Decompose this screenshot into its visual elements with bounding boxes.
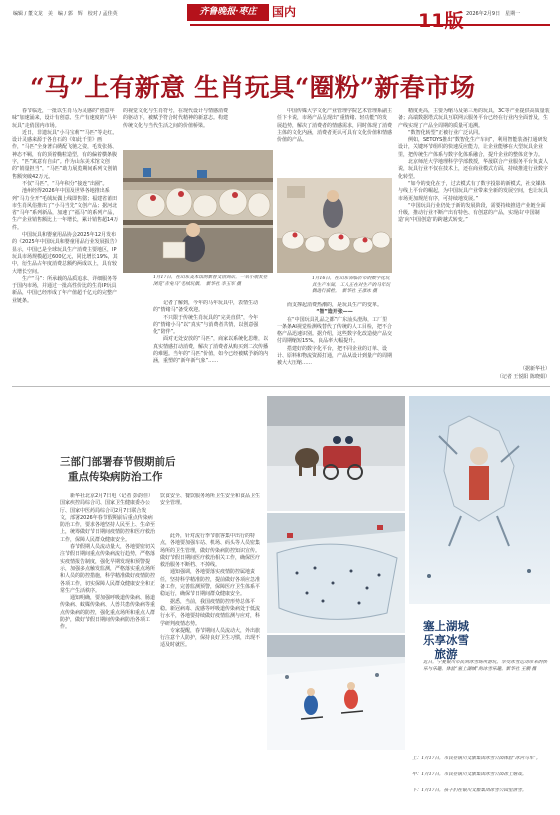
- article-paragraph: 精度更高，主要为缩马及第三角的玩具，3C等产业提供高质量装备；高端数据塔式玩具互联网云服务平台已经在行业内全面普及，生产线实现了产品全周期的质量可追溯。: [398, 108, 550, 129]
- article-paragraph: 搭建好的数字化平台，把不同企业的订单、设计、原料和物流资源打通，产品从设计到量产的周期被大大压缩……: [277, 345, 392, 367]
- article-paragraph: 不仅“马匹”，“马年积分”接连“出圈”。: [22, 180, 108, 187]
- main-article-col1: [12, 108, 119, 372]
- page-number: 11版: [418, 10, 464, 32]
- issue-date: 2026年2月9日 星期一: [466, 11, 521, 17]
- photo-sub-caption: 下：1月17日，孩子们在银川文旅集团冰雪公园里滑雪。: [412, 788, 527, 793]
- photo-ice-rink-aerial-image: [267, 513, 405, 633]
- photo-skiing-kids-image: [267, 635, 405, 750]
- main-headline: “马”上有新意 生肖玩具“圈粉”新春市场: [30, 73, 476, 102]
- article-paragraph: 专家提醒，春节期间人员流动大，外出旅行注意个人防护，保持良好卫生习惯，出现不适及时就医。: [160, 627, 261, 649]
- masthead-logo: 齐鲁晚报·枣庄: [187, 4, 269, 21]
- byline: （据新华社）: [519, 366, 550, 372]
- photo-ice-rink-aerial: [267, 513, 405, 633]
- main-article-col3-bottom: [277, 302, 392, 374]
- article-paragraph: 例如，SETOYS推出“数智化生产车间”，利用智能装备打通研发设计，关键环节组织的快速反应能力，让企业能够在大型玩具企业里，把传统生产体系与数字化体系融合，提升企业的整体竞争力。: [398, 137, 548, 158]
- article-paragraph: 记者了解到，今年的马年玩具中，表情生动的“情绪马”备受欢迎。: [153, 300, 259, 314]
- article-paragraph: “中国玩具行业仍处于新的发展阶段，需要持续推进产业链全面升级，推动行业不断产出有特色、有创意的产品，实现由‘中国制造’向‘中国创造’的跨越式转变。”: [398, 202, 546, 224]
- lower-headline-line2: 重点传染病防治工作: [68, 471, 163, 483]
- article-paragraph: 的视觉文化与生肖符号，在现代设计与情感消费的驱动下，被赋予符合时代精神的新意志。构建传统文化与当代生活之间的价值桥梁。: [123, 108, 229, 129]
- lower-article-col2-top: [160, 493, 263, 533]
- article-paragraph: 北京师范大学地理科学学部教授，华晟联合产业服务平台负责人说，玩具行业不仅在技术上，还在商业模式方面，持续推进行业数字化转型。: [398, 159, 549, 180]
- article-paragraph: 通知明确，要加强呼吸道传染病、肠道传染病、蚊媒传染病、人兽共患传染病等重点传染病的防控，强化重点场所和重点人群防护，做好节假日期间传染病防治各项工作。: [60, 595, 156, 631]
- article-paragraph: “如今的变化在于，过去模式有了数字投影的新模式，社交媒体与线上平台的崛起，为中国玩具产业带来全新的发展空间，也让玩具市场更加规范有序，可持续地发展。”: [398, 180, 549, 202]
- section-divider: [12, 386, 550, 387]
- main-article-col2-top: [123, 108, 229, 148]
- header-rule: [190, 24, 550, 26]
- byline-reporters: （记者 王悦阳 陈晓娟）: [496, 374, 550, 380]
- photo-ice-sculpture: [409, 396, 550, 604]
- photo-story-caption: 近日，宁夏银川市民到冰雪场所游玩，享受冰雪运动带来的快乐与乐趣，体验“塞上湖城”的冰雪乐趣。新华社 王鹏 摄: [423, 660, 548, 672]
- subheading: “智”造开张——: [316, 309, 353, 316]
- section-name: 国内: [272, 5, 297, 19]
- photo-skiing-kids: [267, 635, 405, 750]
- photo-toy-factory-image: [277, 178, 392, 273]
- article-paragraph: 而支撑起消费热潮的，是玩具生产的变革。: [287, 302, 383, 308]
- photo-sub-caption: 中：1月17日，市民在银川文旅集团冰雪公园冰上嬉戏。: [412, 772, 527, 777]
- article-paragraph: 通知强调，各地要落实疫情防控属地责任，坚持科学精准防控，提前做好各项应急准备工作，完善监测预警，保障医疗卫生体系平稳运行，确保节日期间群众健康安全。: [160, 569, 261, 598]
- article-paragraph: 春节临近，一批以生肖马为灵感的“创意年味”加速涌来，设计有创意、生产有速度的“马年玩具”走俏国内市场。: [12, 108, 118, 129]
- article-paragraph: 春节假期人员流动量大，各地要密切关注节假日期间重点传染病流行趋势，严格落实疫情报告制度，强化早期发现和预警提示，加强多点触发监测，严格落实重点场所和人员的防控措施，科学精准做好疫情防控各项工作，切实保障人民群众健康安全和正常生产生活秩序。: [60, 544, 156, 594]
- article-paragraph: 近日，非遗玩具“小马宝莉”“马匹”等走红。设计灵感来源于各自石的《如此千里》画作，“马匹”全身著白绣配飞驰之姿，毛发张扬、神态不羁，有的顶着椭粒造型，有的偏着横条腹字，“匹”寓意有自由”。作为山东美术馆文创的“销量担当”，“马匹”助力展览期间系列文创销售额突破42万元。: [12, 129, 118, 180]
- article-paragraph: 据悉，当前，我国疫情防控形势总体平稳。新冠病毒、流感等呼吸道传染病处于低流行水平，各地要持续做好疫情监测与应对，科学研判疫情态势。: [160, 598, 261, 627]
- lower-article-col1: [60, 493, 156, 807]
- main-article-col3-top: [277, 108, 392, 176]
- article-paragraph: “数智化转型”正被行业广泛认同。: [408, 129, 484, 136]
- article-paragraph: 不只限于传统生肖玩具的“完美直供”，今年的“情绪小马”以“真实”与消费者共情，以创意强化“陪伴”。: [153, 314, 259, 336]
- main-article-col2-bottom: [153, 300, 270, 376]
- article-paragraph: 此外，针对流行季节旅客集中出行的特点，各地要加强车站、机场、码头等人员密集场所的卫生管理，做好传染病防控知识宣传。做好节假日期间医疗救治相关工作，确保医疗救治服务不断档、不掉线。: [160, 533, 261, 569]
- photo-toy-shop: [123, 150, 273, 273]
- article-paragraph: 生产“马”：所承载的品质追求、详细服务等于国内市场，并通过一批高性价比的生肖IP玩具新品，中国已经形成了年产值超千亿元的完整产业链条。: [12, 275, 118, 304]
- editors-line: 编辑 / 董文龙 美 编 / 郭 辉 校对 / 孟佳英: [13, 11, 118, 17]
- lower-headline-line1: 三部门部署春节假期前后: [60, 456, 176, 468]
- photo-caption: 1月16日，在山东省临沂市的数字化玩具生产车间，工人正在对生产的马年玩偶进行质检。 新华社 王彦冰 摄: [312, 276, 391, 295]
- article-paragraph: 面对无处安放的“马匹”，商家以系统化思维，以真实情感打动消费，解决了消费者从购买到二次传播的难题。当年的“马匹”价值，如今已经被赋予新的内涵，重塑的“新年新气象”……: [153, 336, 269, 365]
- article-paragraph: 中国传媒大学文化产业管理学院艺术管理系副主任卞卡说，市场产品呈现出“重情绪、轻功能”的发展趋势，解决了消费者的情感需求，同时体现了消费主体的文化内涵，消费者更认可具有文化价值和情感价值的产品。: [277, 108, 392, 144]
- article-paragraph: 新华社北京2月7日电（记者 彭韵佳）国家疾控局综合司、国家卫生健康委办公厅、国家中医药局综合司2月7日联合发文，部署2026年春节假期前后重点传染病防治工作，要求各地坚持人民至上、生命至上，统筹做好节日期间疫情防控和医疗救治工作，保障人民群众健康安全。: [60, 493, 156, 543]
- photo-ice-carriage-image: [267, 396, 405, 511]
- article-paragraph: 在“中国玩具礼品之都”广东汕头澄海，工厂里一条条AI视觉检测线替代了传统的人工目检，把不合格产品迅速识别。据介绍，这些数字化改造使产品交付周期缩短15%，良品率大幅提升。: [277, 316, 392, 345]
- page-header: [0, 0, 560, 42]
- photo-toy-factory: [277, 178, 392, 273]
- lower-headline: [60, 455, 190, 485]
- article-paragraph: 饮食安全、餐饮服务场所卫生安全和食品卫生安全管理。: [160, 493, 261, 507]
- photo-ice-carriage: [267, 396, 405, 511]
- main-article-col4: [398, 108, 550, 364]
- photo-sub-caption: 上：1月17日，市民在银川文旅集团冰雪公园体验“冰河马车”。: [412, 756, 541, 761]
- photo-toy-shop-image: [123, 150, 273, 273]
- photo-ice-sculpture-image: [409, 396, 550, 604]
- lower-article-col2: [160, 533, 263, 807]
- photo-story-title: 塞上湖城乐享冰雪旅游: [423, 619, 469, 661]
- article-paragraph: 池州经得2026年中国及世界各地推出系列“马力全开”毛绒玩偶上线即售罄；福建省莆田市生肖风俗推出了“小马当先”文创产品；据河北省“马年”系列新品，加速了“福马”的系列产品，生产企业销售额比上一年增长，累计销售超14万件。: [12, 188, 119, 231]
- article-paragraph: 中国玩具和婴童用品协会2025年12月发布的《2025年中国玩具和婴童用品行业发展报告》显示，中国已是全球玩具生产消费主要地区，IP玩具市场规模超过600亿元，同比增长19%，其中，衍生品占年度消费总额约两成以上，具有较大增长空间。: [12, 232, 118, 275]
- photo-caption: 1月17日，在山东美术馆的新春文创商店，一名小朋友在浏览“赤兔马”毛绒玩偶。 新华社 李玉军 摄: [153, 275, 268, 287]
